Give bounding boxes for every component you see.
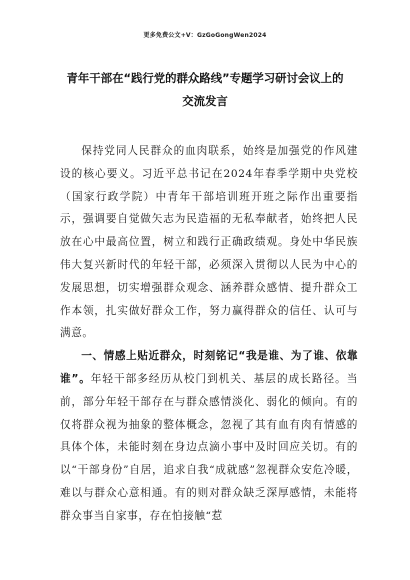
document-body xyxy=(60,140,358,528)
intro-paragraph: 保持党同人民群众的血肉联系，始终是加强党的作风建设的核心要义。习近平总书记在2024年春季学期中央党校（国家行政学院）中青年干部培训班开班之际作出重要指示，强调要自觉做矢志为民造福的无私奉献者，始终把人民放在心中最高位置，树立和践行正确政绩观。身处中华民族伟大复兴新时代的年轻干部，必须深入贯彻以人民为中心的发展思想，切实增强群众观念、涵养群众感情、提升群众工作本领，扎实做好群众工作，努力赢得群众的信任、认可与满意。 xyxy=(60,145,358,340)
title-line-2: 交流发言 xyxy=(182,94,228,108)
watermark-text: 更多免费公文+V：GzGoGongWen2024 xyxy=(143,32,267,39)
title-line-1: 青年干部在“践行党的群众路线”专题学习研讨会议上的 xyxy=(66,71,344,85)
document-title xyxy=(40,67,370,113)
section-1-heading: 一、情感上贴近群众，时刻铭记“我是谁、为了谁、依靠谁”。 xyxy=(60,350,358,385)
section-1-text: 年轻干部多经历从校门到机关、基层的成长路径。当前，部分年轻干部存在与群众感情淡化、弱化的倾向。有的仅将群众视为抽象的整体概念，忽视了其有血有肉有情感的具体个体，未能时刻在身边点滴小事中及时回应关切。有的以“干部身份”自居，追求自我“成就感”忽视群众安危冷暖，难以与群众心意相通。有的则对群众缺乏深厚感情，未能将群众事当自家事，存在怕接触“惹 xyxy=(60,372,358,522)
section-1-paragraph xyxy=(60,345,358,527)
